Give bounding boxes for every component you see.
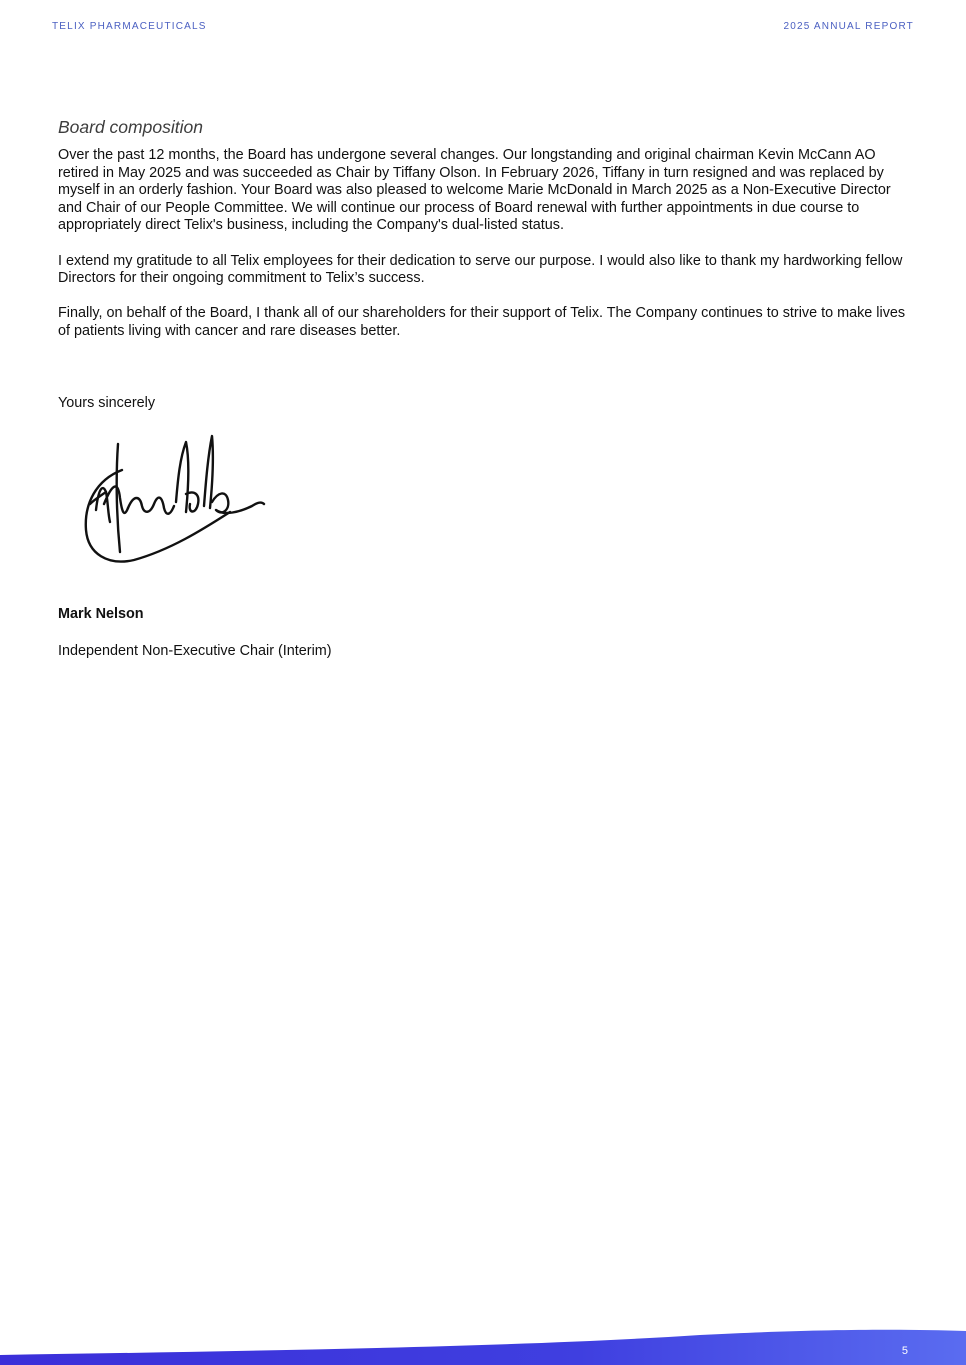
header-company-name: TELIX PHARMACEUTICALS (52, 21, 207, 32)
main-content (58, 116, 914, 341)
signature-image (82, 432, 266, 568)
footer-wave-shape (0, 1330, 966, 1365)
signer-title: Independent Non-Executive Chair (Interim) (58, 643, 332, 659)
closing-salutation: Yours sincerely (58, 395, 156, 411)
page-number: 5 (901, 1345, 908, 1357)
paragraph-shareholders: Finally, on behalf of the Board, I thank all of our shareholders for their support of Telix. The Company continues to strive to make lives of patients living with cancer and rare diseases better. (58, 305, 906, 339)
page-header (52, 21, 914, 35)
section-title: Board composition (58, 117, 203, 137)
header-report-title: 2025 ANNUAL REPORT (783, 21, 914, 32)
paragraph-board-changes: Over the past 12 months, the Board has undergone several changes. Our longstanding and original chairman Kevin McCann AO retired in May 2025 and was succeeded as Chair by Tiffany Olson. In February 2026, Tiffany in turn resigned and was replaced by myself in an orderly fashion. Your Board was also pleased to welcome Marie McDonald in March 2025 as a Non-Executive Director and Chair of our People Committee. We will continue our process of Board renewal with further appointments in due course to appropriately direct Telix's business, including the Company's dual-listed status. (58, 147, 891, 234)
paragraph-gratitude: I extend my gratitude to all Telix employees for their dedication to serve our purpose. I would also like to thank my hardworking fellow Directors for their ongoing commitment to Telix’s success. (58, 252, 903, 287)
signer-name: Mark Nelson (58, 606, 144, 622)
footer-wave-band (0, 1325, 966, 1365)
